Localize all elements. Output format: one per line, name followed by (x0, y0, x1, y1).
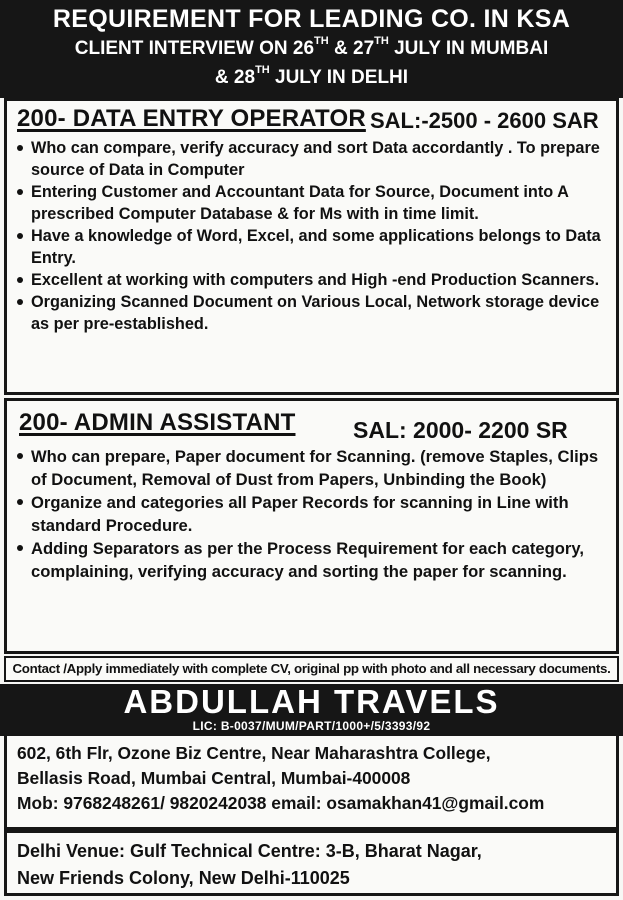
duty-list (7, 445, 616, 583)
job-heading (7, 401, 616, 445)
venue-line: Delhi Venue: Gulf Technical Centre: 3-B, Bharat Nagar, (17, 841, 482, 861)
job-title: 200- DATA ENTRY OPERATOR (17, 105, 366, 132)
interview-date-delhi: & 28TH JULY IN DELHI (214, 63, 409, 88)
duty-item: Organize and categories all Paper Records for scanning in Line with standard Procedure. (17, 491, 610, 537)
duty-item: Entering Customer and Accountant Data for Source, Document into A prescribed Computer Database & for Ms with in time limit. (17, 181, 610, 225)
agency-address (4, 736, 619, 830)
agency-license: LIC: B-0037/MUM/PART/1000+/5/3393/92 (192, 719, 431, 733)
address-line: 602, 6th Flr, Ozone Biz Centre, Near Maharashtra College, (17, 743, 491, 763)
job-salary: SAL: 2000- 2200 SR (353, 417, 568, 443)
duty-item: Adding Separators as per the Process Requirement for each category, complaining, verifying accuracy and sorting the paper for scanning. (17, 537, 610, 583)
duty-item: Excellent at working with computers and High -end Production Scanners. (17, 269, 610, 291)
contact-line: Mob: 9768248261/ 9820242038 email: osamakhan41@gmail.com (17, 793, 545, 813)
interview-dates-mumbai: CLIENT INTERVIEW ON 26TH & 27TH JULY IN MUMBAI (74, 34, 549, 59)
duty-item: Organizing Scanned Document on Various Local, Network storage device as per pre-established. (17, 291, 610, 335)
duty-item: Who can compare, verify accuracy and sort Data accordantly . To prepare source of Data in Computer (17, 137, 610, 181)
agency-banner (0, 684, 623, 736)
contact-instructions: Contact /Apply immediately with complete CV, original pp with photo and all necessary documents. (4, 656, 619, 682)
job-salary: SAL:-2500 - 2600 SAR (370, 108, 599, 133)
address-line: Bellasis Road, Mumbai Central, Mumbai-400008 (17, 768, 411, 788)
ad-header (0, 0, 623, 98)
headline: REQUIREMENT FOR LEADING CO. IN KSA (52, 5, 571, 33)
duty-item: Have a knowledge of Word, Excel, and some applications belongs to Data Entry. (17, 225, 610, 269)
job-title: 200- ADMIN ASSISTANT (19, 409, 296, 436)
job-section-admin-assistant (4, 398, 619, 654)
venue-line: New Friends Colony, New Delhi-110025 (17, 868, 350, 888)
agency-name: ABDULLAH TRAVELS (123, 683, 500, 720)
duty-item: Who can prepare, Paper document for Scanning. (remove Staples, Clips of Document, Removal of Dust from Papers, Unbinding the Book) (17, 445, 610, 491)
job-section-data-entry (4, 98, 619, 395)
duty-list (7, 137, 616, 335)
job-heading (7, 101, 616, 137)
delhi-venue (4, 830, 619, 896)
